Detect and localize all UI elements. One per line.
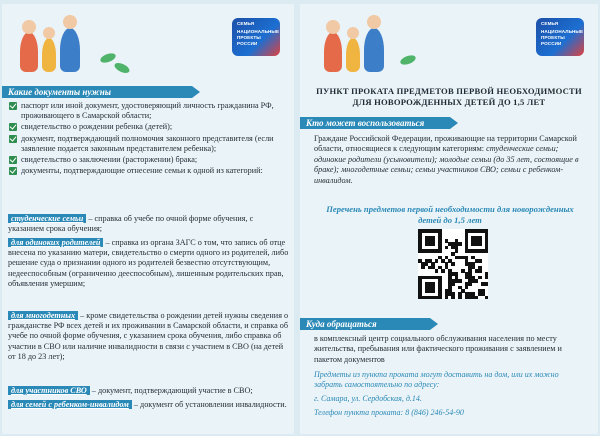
qr-cell: [485, 296, 489, 300]
category-student: студенческие семьи – справка об учебе по очной форме обучения, с указанием срока обучения;: [8, 214, 254, 234]
category-large-families: для многодетных – кроме свидетельства о рождении детей нужны сведения о гражданстве РФ всех детей и их проживании в Самарской области, и справка об учебе по очной форме обучения, с указанием срока обучения, либо справка об участии в СВО или наличие инвалидности в связи с участием в СВО (на детей от 18 до 23 лет);: [8, 311, 289, 361]
qr-cell: [485, 249, 489, 253]
family-illustration-icon: [12, 12, 90, 76]
header-illustration: [2, 4, 294, 80]
documents-section-header: Какие документы нужны: [2, 86, 192, 98]
where-description: в комплексный центр социального обслуживания населения по месту жительства, пребывания или фактического проживания с заявлением и пакетом документов: [314, 334, 562, 364]
qr-cell: [478, 269, 482, 273]
documents-list: [8, 101, 288, 177]
family-illustration-icon: [316, 12, 394, 76]
list-item: паспорт или иной документ, удостоверяющий личность гражданина РФ, проживающего в Самарской области;: [8, 101, 288, 121]
category-disabled-child: для семей с ребенком-инвалидом – документ об установлении инвалидности.: [8, 400, 290, 410]
qr-code-icon[interactable]: [418, 229, 488, 299]
checkmark-icon: [9, 156, 17, 164]
qr-cell: [438, 296, 442, 300]
category-svo: для участников СВО – документ, подтверждающий участие в СВО;: [8, 386, 290, 396]
category-tag: для участников СВО: [8, 386, 90, 395]
qr-cell: [478, 276, 482, 280]
qr-cell: [451, 282, 455, 286]
qr-cell: [431, 289, 435, 293]
national-projects-logo: СЕМЬЯ НАЦИОНАЛЬНЫЕ ПРОЕКТЫ РОССИИ: [536, 18, 584, 56]
qr-cell: [458, 242, 462, 246]
who-description: Граждане Российской Федерации, проживающие на территории Самарской области, относящиеся к следующим категориям: студенческие семьи; одинокие родители (усыновители); молодые семьи (до 35 лет, состоящие в браке); многодетные семьи; семьи участников СВО; семьи с ребенком-инвалидом.: [314, 134, 579, 185]
qr-cell: [478, 259, 482, 263]
who-section-header: Кто может воспользоваться: [300, 117, 450, 129]
category-tag: студенческие семьи: [8, 214, 86, 223]
category-single-parents: для одиноких родителей – справка из органа ЗАГС о том, что запись об отце внесена по указанию матери, свидетельство о смерти одного из родителей, либо решение суда о признании одного из родителей безвестно отсутствующим, недееспособным (ограниченно дееспособным), лишенным родительских прав, объявления умершим;: [8, 238, 289, 288]
category-tag: для многодетных: [8, 311, 78, 320]
address-text: г. Самара, ул. Сердобская, д.14.: [314, 394, 422, 403]
qr-cell: [431, 242, 435, 246]
qr-cell: [475, 296, 479, 300]
qr-cell: [445, 246, 449, 250]
list-item: документы, подтверждающие отнесение семьи к одной из категорий:: [8, 166, 288, 176]
left-panel: [2, 4, 294, 434]
qr-cell: [478, 242, 482, 246]
items-list-link[interactable]: Перечень предметов первой необходимости для новорожденных детей до 1,5 лет: [326, 204, 574, 225]
header-illustration: [300, 4, 598, 80]
list-item: свидетельство о рождении ребенка (детей);: [8, 122, 288, 132]
qr-cell: [465, 286, 469, 290]
list-item: документ, подтверждающий полномочия законного представителя (если заявление подается законным представителем ребенка);: [8, 134, 288, 154]
qr-cell: [455, 249, 459, 253]
right-panel: [300, 4, 598, 434]
qr-cell: [468, 282, 472, 286]
qr-cell: [485, 282, 489, 286]
qr-cell: [438, 249, 442, 253]
qr-cell: [485, 276, 489, 280]
qr-cell: [475, 279, 479, 283]
checkmark-icon: [9, 135, 17, 143]
qr-cell: [458, 279, 462, 283]
qr-cell: [435, 269, 439, 273]
qr-cell: [441, 269, 445, 273]
qr-cell: [445, 296, 449, 300]
qr-cell: [458, 296, 462, 300]
list-item: свидетельство о заключении (расторжении) брака;: [8, 155, 288, 165]
phone-text: Телефон пункта проката: 8 (846) 246-54-90: [314, 408, 464, 417]
checkmark-icon: [9, 123, 17, 131]
qr-cell: [451, 296, 455, 300]
checkmark-icon: [9, 167, 17, 175]
delivery-note: Предметы из пункта проката могут доставить на дом, или их можно забрать самостоятельно по адресу:: [314, 370, 559, 390]
checkmark-icon: [9, 102, 17, 110]
national-projects-logo: СЕМЬЯ НАЦИОНАЛЬНЫЕ ПРОЕКТЫ РОССИИ: [232, 18, 280, 56]
qr-cell: [421, 266, 425, 270]
qr-cell: [435, 259, 439, 263]
page-title: ПУНКТ ПРОКАТА ПРЕДМЕТОВ ПЕРВОЙ НЕОБХОДИМОСТИ ДЛЯ НОВОРОЖДЕННЫХ ДЕТЕЙ ДО 1,5 ЛЕТ: [316, 86, 582, 107]
qr-cell: [451, 262, 455, 266]
category-tag: для семей с ребенком-инвалидом: [8, 400, 132, 409]
where-section-header: Куда обращаться: [300, 318, 430, 330]
category-tag: для одиноких родителей: [8, 238, 103, 247]
